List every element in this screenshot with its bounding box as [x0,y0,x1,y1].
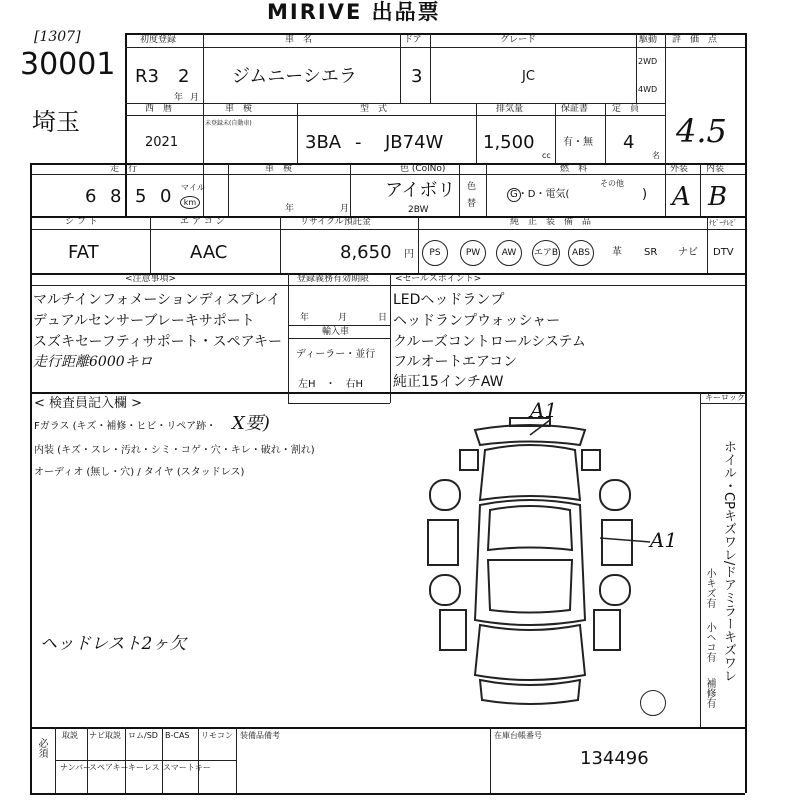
inspector-line-3: オーディオ (無し・穴) / タイヤ (スタッドレス) [34,467,245,478]
km-label: km [180,196,200,209]
equip-pw: PW [460,240,486,266]
sales-point-1: LEDヘッドランプ [393,292,505,308]
interior-grade: B [708,182,728,212]
handwritten-note: ヘッドレスト2ヶ欠 [40,634,187,654]
fuel-value: G・D・電気( [510,189,570,200]
bottom-label-3: ロム/SD [128,731,158,740]
fuel-close: ) [642,187,648,202]
iro-label: 色 [467,182,477,192]
aircon-label: エ ア コ ン [180,217,225,227]
equip-ps: PS [422,240,448,266]
shift-value: FAT [68,242,99,263]
katashiki-label: 型 式 [360,104,388,114]
side-sub-2: 小ヘコ有 [704,622,715,662]
aircon-value: AAC [190,242,228,263]
note-line-4: 走行距離6000キロ [33,354,153,370]
reg-tsuki: 月 [338,313,348,323]
equip-leather: 革 [612,247,622,258]
mileage-label: 走 行 [110,164,138,174]
note-line-3: スズキセーフティサポート・スペアキー [33,334,283,350]
note-line-2: デュアルセンサーブレーキサポート [33,313,255,329]
type-prefix: 3BA [305,132,342,153]
exterior-label: 外装 [670,164,689,174]
form-title: MIRIVE 出品票 [267,0,441,24]
equip-abs: ABS [568,240,594,266]
sales-points-label: <セールスポイント> [395,274,482,284]
mileage-digit-2: 8 [110,186,122,207]
bottom-label-1: 取説 [62,731,78,740]
equip-dtv: DTV [713,247,734,258]
sales-point-2: ヘッドランプウォッシャー [393,313,561,329]
bottom-label-5: リモコン [201,731,233,740]
gae-label: 替 [467,199,477,209]
reg-nen: 年 [300,313,310,323]
nen2-label: 年 [285,204,295,214]
region: 埼玉 [32,108,80,136]
drive-4wd: 4WD [638,85,658,94]
bottom-side-label: 必須 [36,738,47,758]
mile-label: マイル [181,183,205,192]
sales-point-4: フルオートエアコン [393,354,518,370]
era: R3 [135,66,159,87]
score-label: 評 価 点 [672,35,718,45]
side-note: ホイル・CPキズワレ/ドアミラーキズワレ [721,440,736,683]
exterior-grade: A [672,182,691,212]
displacement-label: 排気量 [496,104,524,114]
reg-nichi: 日 [378,313,388,323]
import-dealer: ディーラー・並行 [296,349,376,360]
inspector-x: X要) [232,413,270,434]
mileage-digit-1: 6 [85,186,97,207]
bottom-label2-3: キーレス [128,763,160,772]
sales-point-5: 純正15インチAW [393,374,504,390]
cc-label: cc [542,151,551,160]
bottom-label-2: ナビ取説 [89,731,121,740]
bottom-label-4: B-CAS [165,731,190,740]
keylock-label: キーロック [705,393,745,402]
inspector-label: < 検査員記入欄 > [34,396,143,411]
score-value: 4.5 [676,112,727,150]
door-label: ドア [404,35,422,45]
displacement-value: 1,500 [483,132,535,153]
color-no: 2BW [408,205,429,215]
no-shaken-note: 未登録未(自動車) [205,120,252,127]
capacity-label: 定 員 [612,104,640,114]
recycle-value: 8,650 [340,242,392,263]
interior-label: 内装 [706,164,725,174]
car-name: ジムニーシエラ [232,66,357,87]
reg-expiry-label: 登録義務有効期限 [297,274,370,284]
mileage-digit-3: 5 [135,186,147,207]
lot-small: [1307] [34,29,81,45]
shaken-label: 車 検 [225,104,253,114]
mileage-digit-4: 0 [160,186,172,207]
notes-label: <注意事項> [125,274,177,284]
fuel-other: その他 [600,179,624,188]
warranty-value: 有・無 [563,137,593,148]
spare-tire-circle [640,690,666,716]
damage-right: A1 [650,528,678,552]
note-line-1: マルチインフォメーションディスプレイ [33,292,281,308]
import-label: 輸入車 [322,327,350,337]
shaken2-label: 車 検 [265,164,293,174]
recycle-label: リサイクル預託金 [300,217,371,227]
type-model: JB74W [385,132,444,153]
bottom-label2-4: スマートキー [163,763,211,772]
equipment-label: 純 正 装 備 品 [510,217,592,227]
year-label: 西 暦 [145,104,173,114]
first-reg-label: 初度登録 [140,35,177,45]
warranty-label: 保証書 [561,104,589,114]
door-count: 3 [411,66,423,87]
inspector-line-2: 内装 (キズ・スレ・汚れ・シミ・コゲ・穴・キレ・破れ・割れ) [34,445,315,456]
damage-front: A1 [530,398,558,422]
color-value: アイボリ [385,180,456,201]
sales-point-3: クルーズコントロールシステム [393,334,586,350]
stock-no-label: 在庫台帳番号 [494,731,542,740]
inspector-line-1: Fガラス (キズ・補修・ヒビ・リペア跡・ [34,421,217,432]
tsuki2-label: 月 [340,204,350,214]
capacity-value: 4 [623,132,635,153]
shift-label: シ フ ト [65,217,98,227]
side-sub-3: 補修有 [704,678,715,708]
fuel-label: 燃 料 [560,164,588,174]
equip-navi: ナビ [678,247,698,258]
car-name-label: 車 名 [285,35,313,45]
tsuki-label: 月 [190,93,200,103]
bottom-label2-1: ナンバー [60,763,92,772]
grade-label: グレード [500,35,537,45]
era-year: 2 [178,66,190,87]
equip-aw: AW [496,240,522,266]
type-dash: - [355,132,362,153]
mei-label: 名 [652,151,660,160]
grade-value: JC [522,69,535,84]
model-year: 2021 [145,135,179,150]
import-side: 左H ・ 右H [298,379,364,390]
lot-number: 30001 [20,47,116,82]
side-sub-1: 小キズ有 [704,568,715,608]
nen-label: 年 [174,93,184,103]
color-label: 色 (ColNo) [400,164,446,174]
navi-tv-label: ﾅﾋﾞｰﾃﾚﾋﾞ [709,219,737,227]
remarks-label: 装備品備考 [240,731,280,740]
equip-airbag: エアB [532,240,560,266]
equip-sr: SR [644,247,658,258]
stock-number: 134496 [580,748,649,769]
yen-label: 円 [404,249,414,260]
drive-label: 駆動 [639,35,658,45]
drive-2wd: 2WD [638,57,658,66]
bottom-label2-2: スペアキー [89,763,129,772]
